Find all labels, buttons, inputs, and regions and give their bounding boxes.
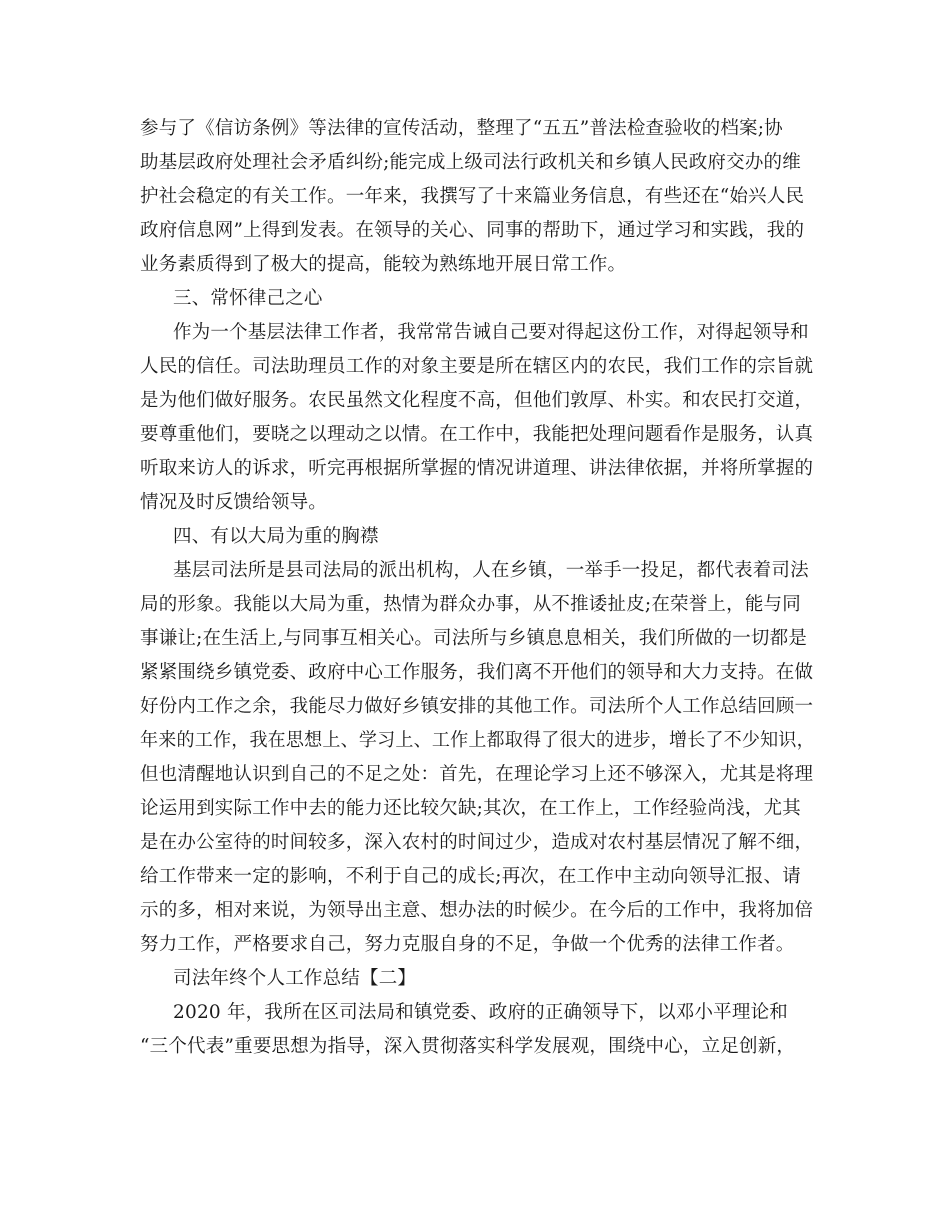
paragraph-line: 局的形象。我能以大局为重，热情为群众办事，从不推诿扯皮;在荣誉上，能与同 (140, 594, 801, 615)
section-heading: 三、常怀律己之心 (173, 288, 323, 309)
section-heading: 四、有以大局为重的胸襟 (173, 526, 379, 547)
paragraph-line: 好份内工作之余，我能尽力做好乡镇安排的其他工作。司法所个人工作总结回顾一 (140, 696, 814, 717)
paragraph-line: 听取来访人的诉求，听完再根据所掌握的情况讲道理、讲法律依据，并将所掌握的 (140, 458, 814, 479)
paragraph-line: 参与了《信访条例》等法律的宣传活动，整理了“五五”普法检查验收的档案;协 (140, 118, 783, 139)
paragraph-line: 情况及时反馈给领导。 (140, 492, 328, 513)
paragraph-line: 2020 年，我所在区司法局和镇党委、政府的正确领导下，以邓小平理论和 (173, 1002, 788, 1023)
paragraph-line: 示的多，相对来说，为领导出主意、想办法的时候少。在今后的工作中，我将加倍 (140, 900, 814, 921)
paragraph-line: 助基层政府处理社会矛盾纠纷;能完成上级司法行政机关和乡镇人民政府交办的维 (140, 152, 801, 173)
paragraph-line: 基层司法所是县司法局的派出机构，人在乡镇，一举手一投足，都代表着司法 (173, 560, 809, 581)
section-heading: 司法年终个人工作总结【二】 (173, 968, 417, 989)
paragraph-line: 事谦让;在生活上,与同事互相关心。司法所与乡镇息息相关，我们所做的一切都是 (140, 628, 808, 649)
paragraph-line: 努力工作，严格要求自己，努力克服自身的不足，争做一个优秀的法律工作者。 (140, 934, 795, 955)
paragraph-line: 但也清醒地认识到自己的不足之处：首先，在理论学习上还不够深入，尤其是将理 (140, 764, 814, 785)
paragraph-line: 要尊重他们，要晓之以理动之以情。在工作中，我能把处理问题看作是服务，认真 (140, 424, 814, 445)
paragraph-line: 政府信息网”上得到发表。在领导的关心、同事的帮助下，通过学习和实践，我的 (140, 220, 805, 241)
paragraph-line: 作为一个基层法律工作者，我常常告诫自己要对得起这份工作，对得起领导和 (173, 322, 809, 343)
paragraph-line: 给工作带来一定的影响，不利于自己的成长;再次，在工作中主动向领导汇报、请 (140, 866, 801, 887)
paragraph-line: 业务素质得到了极大的提高，能较为熟练地开展日常工作。 (140, 254, 627, 275)
paragraph-line: 是在办公室待的时间较多，深入农村的时间过少，造成对农村基层情况了解不细， (140, 832, 814, 853)
paragraph-line: 论运用到实际工作中去的能力还比较欠缺;其次，在工作上，工作经验尚浅，尤其 (140, 798, 801, 819)
paragraph-line: 人民的信任。司法助理员工作的对象主要是所在辖区内的农民，我们工作的宗旨就 (140, 356, 814, 377)
paragraph-line: 年来的工作，我在思想上、学习上、工作上都取得了很大的进步，增长了不少知识， (140, 730, 815, 751)
paragraph-line: 护社会稳定的有关工作。一年来，我撰写了十来篇业务信息，有些还在“始兴人民 (140, 186, 805, 207)
paragraph-line: 是为他们做好服务。农民虽然文化程度不高，但他们敦厚、朴实。和农民打交道， (140, 390, 814, 411)
paragraph-line: “三个代表”重要思想为指导，深入贯彻落实科学发展观，围绕中心，立足创新， (140, 1036, 796, 1057)
paragraph-line: 紧紧围绕乡镇党委、政府中心工作服务，我们离不开他们的领导和大力支持。在做 (140, 662, 814, 683)
